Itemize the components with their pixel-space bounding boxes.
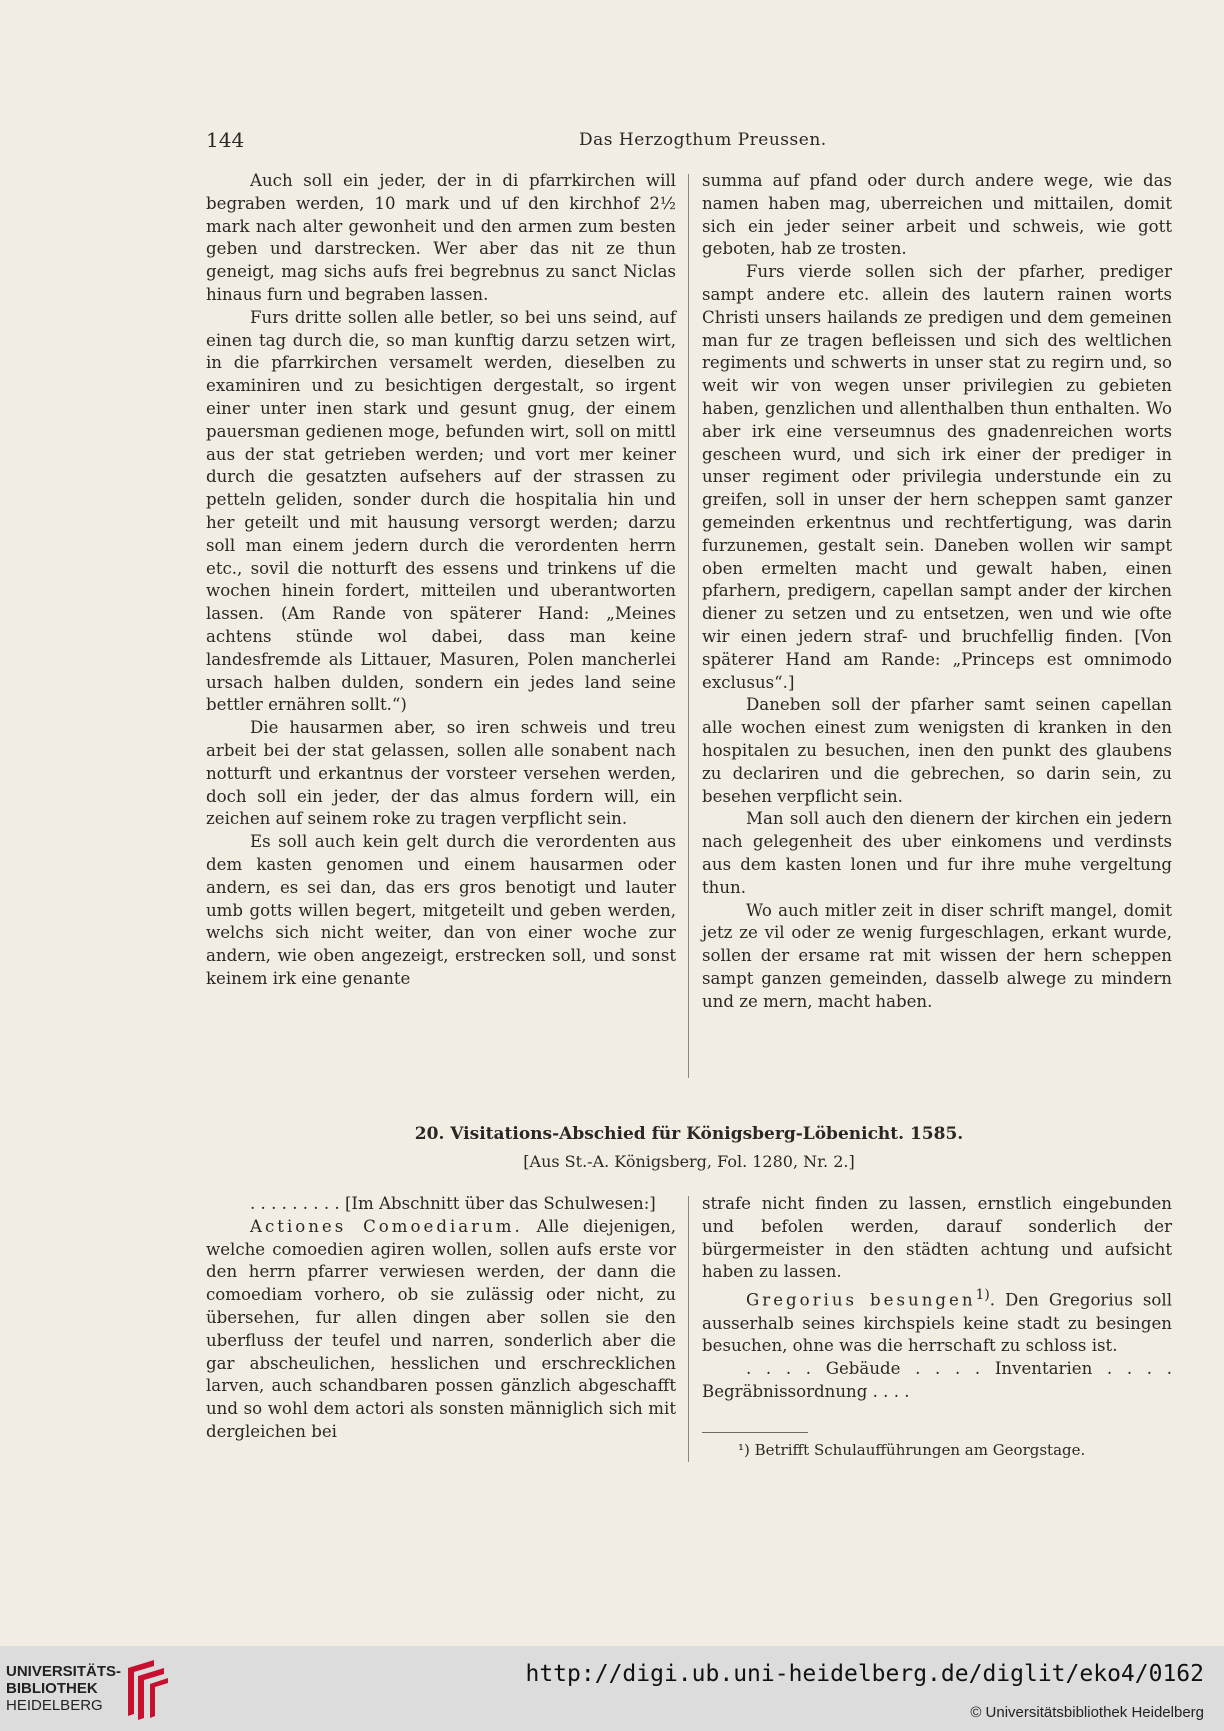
library-logo-text [6, 1663, 121, 1714]
paragraph: Daneben soll der pfarher samt seinen capellan alle wochen einest zum wenigsten di kranken in den hospitalen zu besuchen, inen den punkt des glaubens zu declariren und die gebrechen, so darin sein, zu besehen verpflicht sein. [702, 695, 1172, 806]
footnote-marker: 1) [975, 1287, 990, 1304]
spaced-heading: Gregorius besungen [746, 1290, 976, 1310]
paragraph [206, 1216, 676, 1444]
paragraph: summa auf pfand oder durch andere wege, wie das namen haben mag, uberreichen und mittailen, domit sich ein jeder seiner arbeit und schweis, wie gott geboten, hab ze trosten. [702, 171, 1172, 259]
viewer-footer [0, 1646, 1224, 1731]
paragraph: . . . . Gebäude . . . . Inventarien . . . . Begräbnissordnung . . . . [702, 1359, 1172, 1401]
permalink-url[interactable]: http://digi.ub.uni-heidelberg.de/diglit/eko4/0162 [525, 1661, 1204, 1687]
footnote-rule [702, 1432, 808, 1433]
footnote: ¹) Betrifft Schulaufführungen am Georgstage. [738, 1441, 1086, 1459]
paragraph-text: Alle diejenigen, welche comoedien agiren wollen, sollen aufs erste vor den herrn pfarrer verwiesen werden, der dann die comoediam vorhero, ob sie zulässig oder nicht, zu übersehen, fur allen dingen aber sollen sie den uberfluss der teufel und narren, sonderlich aber die gar abscheulichen, hesslichen und erschrecklichen larven, auch schandbaren possen gänzlich abgeschafft und so wohl dem actori als sonsten männiglich sich mit dergleichen bei [206, 1216, 676, 1441]
paragraph: strafe nicht finden zu lassen, ernstlich eingebunden und befolen werden, darauf sonderlich der bürgermeister in den städten achtung und aufsicht haben zu lassen. [702, 1194, 1172, 1282]
paragraph [702, 1284, 1172, 1358]
paragraph: Furs vierde sollen sich der pfarher, prediger sampt andere etc. allein des lautern rainen worts Christi unsers hailands ze predigen und dem gemeinen man fur ze tragen befleissen und sich des weltlichen regiments und schwerts in unser stat zu regirn und, so weit wir von wegen unser privilegien zu gebieten haben, genzlichen und allenthalben thun enthalten. Wo aber irk eine verseumnus des gnadenreichen worts gescheen wurd, und sich irk einer der prediger in unser regiment oder privilegia understunde ein zu greifen, soll in unser der hern scheppen samt ganzer gemeinden erkentnus und rechtfertigung, was darin furzunemen, gestalt sein. Daneben wollen wir sampt oben ermelten macht und gewalt haben, einen pfarhern, predigern, capellan sampt ander der kirchen diener zu setzen und zu entsetzen, wen und wie ofte wir einen jedern straf- und bruchfellig finden. [Von späterer Hand am Rande: „Princeps est omnimodo exclusus“.] [702, 262, 1172, 692]
running-title: Das Herzogthum Preussen. [579, 130, 827, 150]
logo-line: BIBLIOTHEK [6, 1680, 98, 1697]
library-logo-icon [120, 1656, 172, 1720]
paragraph: Furs dritte sollen alle betler, so bei uns seind, auf einen tag durch die, so man kunftig darzu setzen wirt, in die pfarrkirchen versamelt werden, dieselben zu examiniren und zu besichtigen dergestalt, so irgent einer unter inen stark und gesunt gnug, der einem pauersman gedienen moge, befunden wirt, soll on mittl aus der stat getrieben werden; und vort mer keiner durch die gesatzten aufsehers auf der strassen zu petteln geliden, sonder durch die hospitalia hin und her geteilt und mit hausung versorgt werden; darzu soll man einem jedern durch die verordenten herrn etc., sovil die notturft des essens und trinkens uf die wochen hinein fordert, mitteilen und uberantworten lassen. (Am Rande von späterer Hand: „Meines achtens stünde wol dabei, dass man keine landesfremde als Littauer, Masuren, Polen mancherlei ursach halben dulden, sondern ein jedes land seine bettler ernähren sollt.“) [206, 307, 676, 715]
running-header [206, 128, 1218, 158]
section-title: 20. Visitations-Abschied für Königsberg-Löbenicht. 1585. [414, 1124, 964, 1144]
paragraph-text: . Den Gregorius soll ausserhalb seines kirchspiels keine stadt zu besingen besuchen, ohne was die herrschaft zu schloss ist. [702, 1290, 1172, 1356]
page-number: 144 [206, 128, 245, 152]
logo-line: HEIDELBERG [6, 1697, 103, 1714]
section-source: [Aus St.-A. Königsberg, Fol. 1280, Nr. 2.] [523, 1152, 855, 1171]
spaced-heading: Actiones Comoediarum. [250, 1216, 523, 1236]
paragraph: Man soll auch den dienern der kirchen ein jedern nach gelegenheit des uber einkomens und verdinsts aus dem kasten lonen und fur ihre muhe vergeltung thun. [702, 809, 1172, 897]
paragraph: . . . . . . . . . [Im Abschnitt über das Schulwesen:] [250, 1194, 656, 1213]
paragraph: Es soll auch kein gelt durch die verordenten aus dem kasten genomen und einem hausarmen oder andern, es sei dan, das ers gros benotigt und lauter umb gotts willen begert, mitgeteilt und geben werden, welchs sich nicht weiter, dan von einer woche zur andern, wie oben angezeigt, erstrecken soll, und sonst keinem irk eine genante [206, 832, 676, 988]
paragraph: Die hausarmen aber, so iren schweis und treu arbeit bei der stat gelassen, sollen alle sonabent nach notturft und erkantnus der vorsteer versehen werden, doch soll ein jeder, der das almus fordern will, ein zeichen auf seinem roke zu tragen verpflicht sein. [206, 718, 676, 829]
copyright-notice: © Universitätsbibliothek Heidelberg [970, 1704, 1204, 1721]
paragraph: Auch soll ein jeder, der in di pfarrkirchen will begraben werden, 10 mark und uf den kirchhof 2½ mark nach alter gewonheit und den armen zum besten geben und darstrecken. Wer aber das nit ze thun geneigt, mag sichs aufs frei begrebnus zu sanct Niclas hinaus furn und begraben lassen. [206, 171, 676, 304]
paragraph: Wo auch mitler zeit in diser schrift mangel, domit jetz ze vil oder ze wenig furgeschlagen, erkant wurde, sollen der ersame rat mit wissen der hern scheppen sampt ganzen gemeinden, dasselb alwege zu mindern und ze mern, macht haben. [702, 900, 1172, 1011]
column-right-bottom [702, 1193, 1172, 1404]
column-divider [688, 174, 689, 1078]
column-left-top [206, 170, 676, 991]
column-right-top [702, 170, 1172, 1013]
logo-line: UNIVERSITÄTS- [6, 1663, 122, 1680]
column-left-bottom [206, 1193, 676, 1444]
column-divider [688, 1196, 689, 1462]
